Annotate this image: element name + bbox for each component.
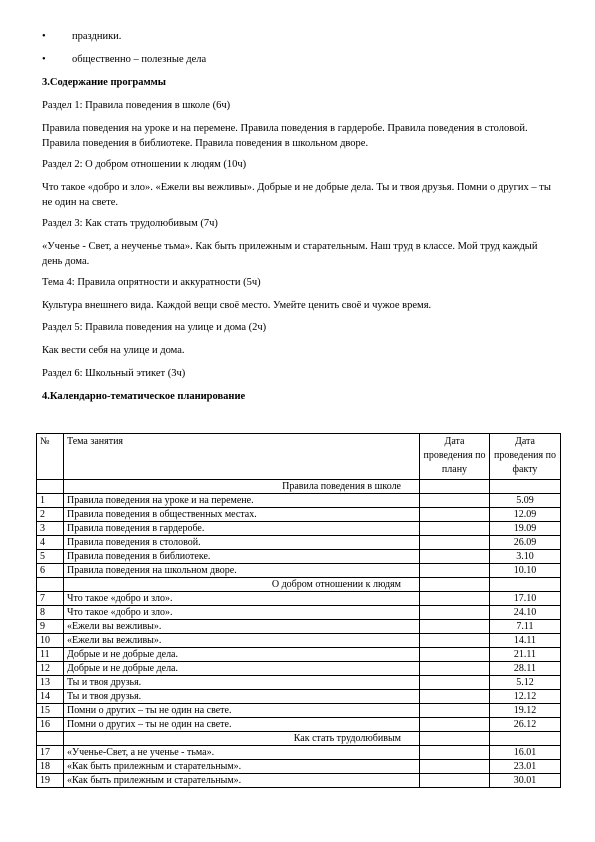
table-row — [37, 508, 561, 522]
bullet-item — [42, 53, 206, 66]
row-topic-cell: Помни о других – ты не один на свете. — [64, 704, 420, 718]
table-section-row — [37, 732, 561, 746]
row-date-fact-cell: 23.01 — [490, 760, 561, 774]
row-date-fact-cell: 24.10 — [490, 606, 561, 620]
row-topic-cell: «Ежели вы вежливы». — [64, 634, 420, 648]
table-row — [37, 774, 561, 788]
row-topic-cell: Правила поведения в общественных местах. — [64, 508, 420, 522]
empty-cell — [490, 732, 561, 746]
section-text: Правила поведения на уроке и на перемене. Правила поведения в гардеробе. Правила поведения в столовой. Правила поведения в библиотеке. Правила поведения в школьном дворе. — [42, 123, 528, 149]
row-date-plan-cell — [420, 508, 490, 522]
row-topic-cell: Что такое «добро и зло». — [64, 606, 420, 620]
row-topic-cell: Правила поведения в библиотеке. — [64, 550, 420, 564]
row-date-fact-cell: 26.12 — [490, 718, 561, 732]
section-title: Тема 4: Правила опрятности и аккуратности (5ч) — [42, 277, 261, 288]
table-row — [37, 718, 561, 732]
row-date-plan-cell — [420, 774, 490, 788]
row-date-plan-cell — [420, 760, 490, 774]
table-row — [37, 592, 561, 606]
table-row — [37, 522, 561, 536]
section-text: Культура внешнего вида. Каждой вещи своё место. Умейте ценить своё и чужое время. — [42, 300, 432, 311]
row-topic-cell: Ты и твоя друзья. — [64, 676, 420, 690]
section-title: Раздел 1: Правила поведения в школе (6ч) — [42, 100, 231, 111]
row-date-fact-cell: 26.09 — [490, 536, 561, 550]
section-heading-cell: О добром отношении к людям — [64, 578, 420, 592]
row-number-cell: 11 — [37, 648, 64, 662]
row-date-plan-cell — [420, 620, 490, 634]
row-date-fact-cell: 19.09 — [490, 522, 561, 536]
empty-cell — [490, 578, 561, 592]
bullet-text: общественно – полезные дела — [72, 54, 207, 65]
row-number-cell: 7 — [37, 592, 64, 606]
row-topic-cell: Помни о других – ты не один на свете. — [64, 718, 420, 732]
empty-cell — [420, 732, 490, 746]
row-date-plan-cell — [420, 704, 490, 718]
row-number-cell: 15 — [37, 704, 64, 718]
row-topic-cell: Что такое «добро и зло». — [64, 592, 420, 606]
empty-cell — [490, 480, 561, 494]
bullet-text: праздники. — [72, 31, 122, 42]
row-date-plan-cell — [420, 662, 490, 676]
row-number-cell: 17 — [37, 746, 64, 760]
row-date-fact-cell: 5.12 — [490, 676, 561, 690]
row-topic-cell: «Как быть прилежным и старательным». — [64, 774, 420, 788]
planning-heading: 4.Календарно-тематическое планирование — [42, 391, 246, 402]
row-number-cell: 6 — [37, 564, 64, 578]
row-date-fact-cell: 17.10 — [490, 592, 561, 606]
planning-table — [36, 433, 561, 788]
table-row — [37, 620, 561, 634]
row-topic-cell: Правила поведения на уроке и на перемене. — [64, 494, 420, 508]
section-title: Раздел 3: Как стать трудолюбивым (7ч) — [42, 218, 218, 229]
table-row — [37, 494, 561, 508]
row-date-plan-cell — [420, 648, 490, 662]
row-number-cell: 10 — [37, 634, 64, 648]
table-row — [37, 746, 561, 760]
row-number-cell: 14 — [37, 690, 64, 704]
row-number-cell: 19 — [37, 774, 64, 788]
row-topic-cell: Добрые и не добрые дела. — [64, 648, 420, 662]
bullet-item — [42, 30, 121, 43]
row-topic-cell: «Ежели вы вежливы». — [64, 620, 420, 634]
table-row — [37, 760, 561, 774]
row-date-plan-cell — [420, 522, 490, 536]
bullet-marker: • — [42, 54, 46, 65]
row-date-plan-cell — [420, 746, 490, 760]
table-section-row — [37, 578, 561, 592]
section-heading-cell: Правила поведения в школе — [64, 480, 420, 494]
section-text: Что такое «добро и зло». «Ежели вы вежливы». Добрые и не добрые дела. Ты и твоя друзья. Помни о других – ты не один на свете. — [42, 182, 551, 208]
table-row — [37, 704, 561, 718]
row-topic-cell: Правила поведения на школьном дворе. — [64, 564, 420, 578]
row-topic-cell: «Как быть прилежным и старательным». — [64, 760, 420, 774]
row-date-fact-cell: 5.09 — [490, 494, 561, 508]
row-number-cell: 12 — [37, 662, 64, 676]
section-text: Как вести себя на улице и дома. — [42, 345, 185, 356]
table-row — [37, 564, 561, 578]
row-topic-cell: Добрые и не добрые дела. — [64, 662, 420, 676]
row-date-plan-cell — [420, 690, 490, 704]
row-date-plan-cell — [420, 676, 490, 690]
row-number-cell: 2 — [37, 508, 64, 522]
row-number-cell: 13 — [37, 676, 64, 690]
row-topic-cell: Правила поведения в гардеробе. — [64, 522, 420, 536]
empty-cell — [37, 578, 64, 592]
row-date-plan-cell — [420, 606, 490, 620]
row-number-cell: 5 — [37, 550, 64, 564]
row-date-plan-cell — [420, 634, 490, 648]
table-row — [37, 662, 561, 676]
header-date-fact: Дата проведения по факту — [490, 434, 561, 480]
row-topic-cell: Ты и твоя друзья. — [64, 690, 420, 704]
row-date-plan-cell — [420, 592, 490, 606]
row-date-fact-cell: 16.01 — [490, 746, 561, 760]
bullet-marker: • — [42, 31, 46, 42]
section-title: Раздел 5: Правила поведения на улице и дома (2ч) — [42, 322, 267, 333]
section-title: Раздел 6: Школьный этикет (3ч) — [42, 368, 186, 379]
row-date-fact-cell: 7.11 — [490, 620, 561, 634]
row-number-cell: 16 — [37, 718, 64, 732]
table-header-row — [37, 434, 561, 480]
row-date-plan-cell — [420, 564, 490, 578]
header-date-plan: Дата проведения по плану — [420, 434, 490, 480]
table-body — [37, 480, 561, 788]
row-number-cell: 8 — [37, 606, 64, 620]
row-number-cell: 1 — [37, 494, 64, 508]
row-date-plan-cell — [420, 536, 490, 550]
table-section-row — [37, 480, 561, 494]
row-date-fact-cell: 14.11 — [490, 634, 561, 648]
table-row — [37, 676, 561, 690]
row-date-fact-cell: 19.12 — [490, 704, 561, 718]
table-row — [37, 690, 561, 704]
row-date-fact-cell: 3.10 — [490, 550, 561, 564]
table-row — [37, 648, 561, 662]
empty-cell — [420, 578, 490, 592]
empty-cell — [420, 480, 490, 494]
row-number-cell: 3 — [37, 522, 64, 536]
empty-cell — [37, 732, 64, 746]
row-date-fact-cell: 10.10 — [490, 564, 561, 578]
table-row — [37, 606, 561, 620]
section-title: Раздел 2: О добром отношении к людям (10ч) — [42, 159, 247, 170]
table-row — [37, 536, 561, 550]
header-topic: Тема занятия — [64, 434, 420, 480]
row-date-fact-cell: 30.01 — [490, 774, 561, 788]
row-number-cell: 18 — [37, 760, 64, 774]
row-date-plan-cell — [420, 494, 490, 508]
header-number: № — [37, 434, 64, 480]
section-text: «Ученье - Свет, а неученье тьма». Как быть прилежным и старательным. Наш труд в классе. Мой труд каждый день дома. — [42, 241, 538, 267]
table-row — [37, 550, 561, 564]
row-number-cell: 4 — [37, 536, 64, 550]
row-date-plan-cell — [420, 550, 490, 564]
row-topic-cell: Правила поведения в столовой. — [64, 536, 420, 550]
row-date-fact-cell: 12.09 — [490, 508, 561, 522]
empty-cell — [37, 480, 64, 494]
row-topic-cell: «Ученье-Свет, а не ученье - тьма». — [64, 746, 420, 760]
row-date-fact-cell: 21.11 — [490, 648, 561, 662]
row-date-plan-cell — [420, 718, 490, 732]
row-date-fact-cell: 12.12 — [490, 690, 561, 704]
row-date-fact-cell: 28.11 — [490, 662, 561, 676]
row-number-cell: 9 — [37, 620, 64, 634]
table-row — [37, 634, 561, 648]
content-heading: 3.Содержание программы — [42, 77, 166, 88]
section-heading-cell: Как стать трудолюбивым — [64, 732, 420, 746]
